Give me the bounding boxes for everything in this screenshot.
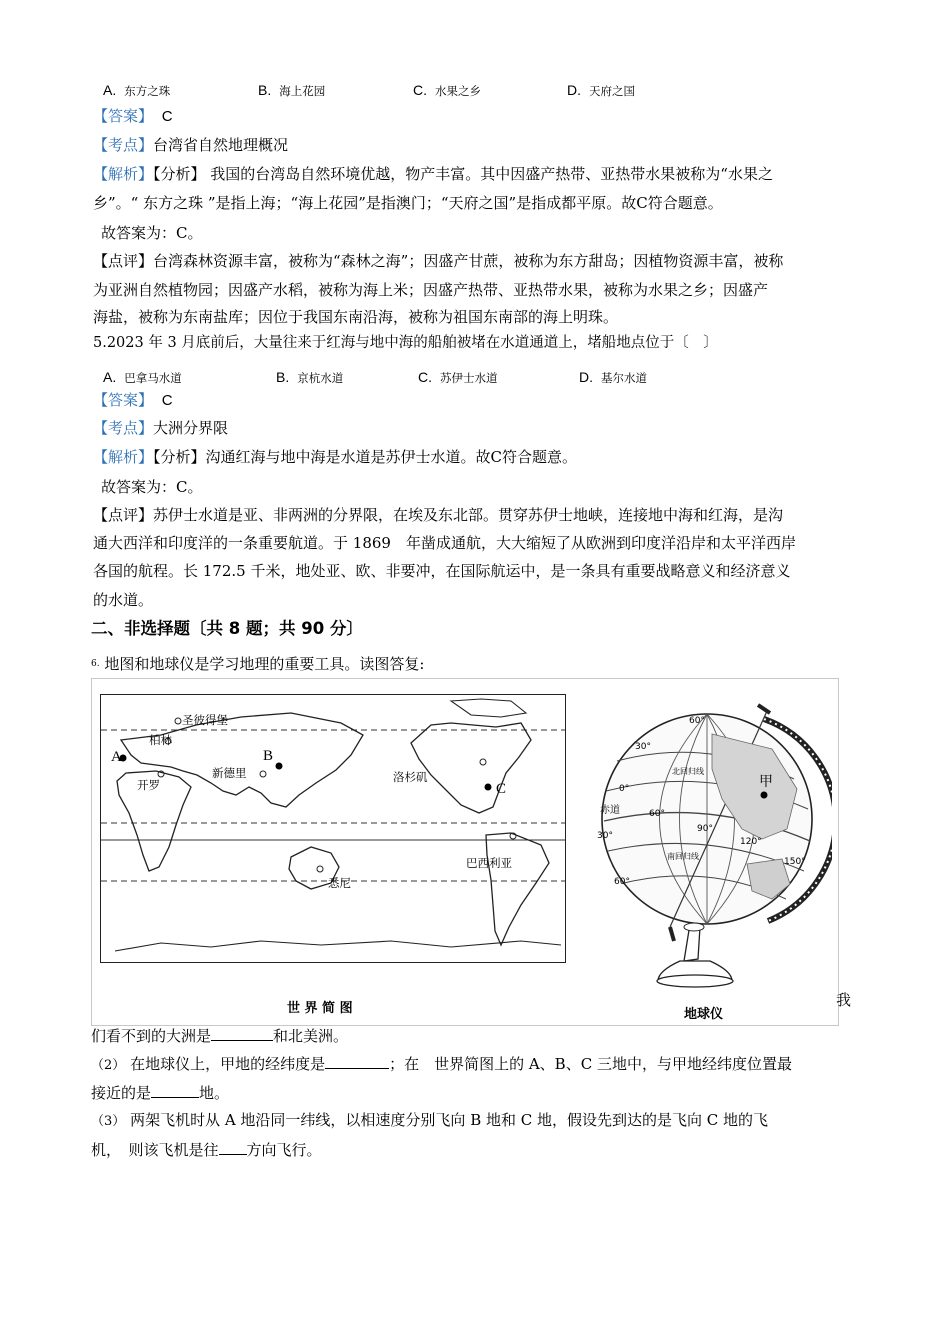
q6-part3-text-c: 方向飞行。: [246, 1141, 322, 1159]
q6-part2-blank-point[interactable]: [151, 1081, 199, 1098]
q6-part3-line1: [91, 1110, 768, 1132]
q5-option-d: [579, 367, 647, 386]
answer-tag: 【答案】: [93, 107, 154, 125]
section-heading: 二、非选择题〔共 8 题；共 90 分〕: [91, 619, 363, 638]
globe-lon-90: 90°: [697, 824, 713, 834]
answer-tag: 【答案】: [93, 391, 154, 409]
option-text: 海上花园: [279, 84, 326, 98]
q4-final-answer: 故答案为：C。: [101, 224, 203, 242]
kaodian-tag: 【考点】: [93, 136, 154, 154]
globe-lon-120: 120°: [740, 837, 762, 847]
globe-equator-label: 赤道: [600, 805, 620, 816]
q6-part1-prefix: 们看不到的大洲是: [91, 1027, 212, 1045]
kaodian-tag: 【考点】: [93, 419, 154, 437]
option-letter: D.: [567, 82, 581, 98]
answer-value: C: [161, 108, 173, 125]
q6-stem-line: [91, 654, 424, 674]
map-point-a: A: [111, 749, 122, 765]
q4-answer: [93, 106, 173, 127]
map-point-b: B: [263, 748, 274, 764]
q6-part1-line2: [91, 1024, 348, 1046]
map-label-sydney: 悉尼: [328, 876, 351, 890]
q6-part2-text-b: ；在 世界简图上的 A、B、C 三地中，与甲地经纬度位置最: [389, 1055, 792, 1073]
q6-part2-number: （2）: [91, 1058, 126, 1073]
q4-option-c: [413, 80, 481, 99]
q6-part2-text-d: 地。: [199, 1084, 230, 1102]
option-letter: B.: [258, 82, 272, 98]
q5-dianping-line4: 的水道。: [93, 591, 154, 609]
globe-lat-30-s: 30°: [597, 831, 613, 841]
q6-part3-text-a: 两架飞机时从 A 地沿同一纬线，以相速度分别飞向 B 地和 C 地，假设先到达的是飞向 C 地的飞: [130, 1111, 769, 1129]
q5-kaodian: [93, 418, 228, 438]
globe-caption: 地球仪: [684, 1007, 724, 1022]
q5-jiexi: [93, 447, 577, 467]
option-letter: A.: [103, 82, 117, 98]
globe-lon-150: 150°: [784, 857, 806, 867]
option-text: 东方之珠: [124, 84, 171, 98]
globe-point-jia: 甲: [759, 774, 773, 790]
jiexi-tag: 【解析】: [93, 448, 154, 466]
q4-option-d: [567, 80, 635, 99]
option-letter: C.: [418, 369, 432, 385]
q4-dianping-line2: 为亚洲自然植物园；因盛产水稻，被称为海上米；因盛产热带、亚热带水果，被称为水果之乡；因盛产: [93, 281, 769, 299]
map-caption: 世 界 简 图: [287, 1001, 353, 1016]
q4-option-b: [258, 80, 325, 99]
q5-option-c: [418, 367, 498, 386]
option-text: 巴拿马水道: [124, 371, 182, 385]
answer-value: C: [161, 392, 173, 409]
q6-number: 6.: [91, 659, 100, 669]
jiexi-text: 【分析】 我国的台湾岛自然环境优越，物产丰富。其中因盛产热带、亚热带水果被称为“水果之: [153, 165, 773, 183]
q5-dianping-line1: 【点评】苏伊士水道是亚、非两洲的分界限，在埃及东北部。贯穿苏伊士地峡，连接地中海和红海，是沟: [93, 506, 784, 524]
q6-part2-text-a: 在地球仪上，甲地的经纬度是: [130, 1055, 326, 1073]
q6-part3-number: （3）: [91, 1114, 126, 1129]
map-label-st-petersburg: 圣彼得堡: [182, 713, 228, 727]
q4-dianping-line1: 【点评】台湾森林资源丰富，被称为“森林之海”；因盛产甘蔗，被称为东方甜岛；因植物资源丰富，被称: [93, 252, 784, 270]
q5-final-answer: 故答案为：C。: [101, 478, 203, 496]
option-text: 京杭水道: [297, 371, 344, 385]
q5-dianping-line3: 各国的航程。长 172.5 千米，地处亚、欧、非要冲，在国际航运中，是一条具有重要战略意义和经济意义: [93, 562, 791, 580]
q6-stem: 地图和地球仪是学习地理的重要工具。读图答复:: [104, 655, 425, 673]
globe-lon-60: 60°: [649, 809, 665, 819]
q5-option-a: [103, 367, 182, 386]
option-text: 苏伊士水道: [440, 371, 498, 385]
q6-figure: [91, 678, 839, 1026]
q5-option-b: [276, 367, 343, 386]
q4-option-a: [103, 80, 170, 99]
option-letter: B.: [276, 369, 290, 385]
q4-jiexi-line1: [93, 164, 773, 184]
map-point-c: C: [496, 781, 507, 797]
globe-lat-0: 0°: [619, 784, 630, 794]
kaodian-text: 台湾省自然地理概况: [153, 136, 289, 154]
map-label-cairo: 开罗: [137, 778, 160, 792]
globe-tropic-capricorn: 南回归线: [667, 852, 699, 861]
option-letter: D.: [579, 369, 593, 385]
q6-part2-line1: [91, 1052, 792, 1076]
jiexi-text: 【分析】沟通红海与地中海是水道是苏伊士水道。故C符合题意。: [153, 448, 577, 466]
q6-part2-text-c: 接近的是: [91, 1084, 152, 1102]
map-label-berlin: 柏林: [149, 733, 172, 747]
q5-answer: [93, 390, 173, 411]
option-letter: C.: [413, 82, 427, 98]
q6-part2-line2: [91, 1081, 229, 1103]
q5-stem: 5.2023 年 3 月底前后，大量往来于红海与地中海的船舶被堵在水道通道上，堵船地点位于〔 〕: [93, 335, 718, 351]
map-label-new-delhi: 新德里: [212, 766, 247, 780]
option-text: 基尔水道: [601, 371, 647, 385]
globe-lat-30-n: 30°: [635, 742, 651, 752]
option-letter: A.: [103, 369, 117, 385]
jiexi-tag: 【解析】: [93, 165, 154, 183]
q4-kaodian: [93, 135, 288, 155]
q4-jiexi-line2: 乡”。“ 东方之珠 ”是指上海；“海上花园”是指澳门；“天府之国”是指成都平原。故C符合题意。: [93, 194, 723, 212]
q5-dianping-line2: 通大西洋和印度洋的一条重要航道。于 1869 年凿成通航，大大缩短了从欧洲到印度洋沿岸和太平洋西岸: [93, 534, 796, 552]
map-label-los-angeles: 洛杉矶: [393, 770, 428, 784]
kaodian-text: 大洲分界限: [153, 419, 229, 437]
q6-part3-line2: [91, 1138, 322, 1160]
map-label-brasilia: 巴西利亚: [466, 856, 512, 870]
world-map: [100, 694, 566, 963]
q6-part1-blank[interactable]: [211, 1024, 273, 1041]
q6-part3-blank[interactable]: [219, 1138, 247, 1155]
globe-lat-60-n: 60°: [689, 716, 705, 726]
option-text: 水果之乡: [435, 84, 481, 98]
q6-p1-tail: 我: [836, 991, 852, 1009]
globe-tropic-cancer: 北回归线: [672, 767, 704, 776]
q6-part1-suffix: 和北美洲。: [273, 1027, 349, 1045]
option-text: 天府之国: [589, 84, 635, 98]
q4-dianping-line3: 海盐，被称为东南盐库；因位于我国东南沿海，被称为祖国东南部的海上明珠。: [93, 308, 619, 326]
q6-part2-blank-latlon[interactable]: [325, 1052, 389, 1069]
q6-part3-text-b: 机， 则该飞机是往: [91, 1141, 219, 1159]
globe-lat-60-s: 60°: [614, 877, 630, 887]
